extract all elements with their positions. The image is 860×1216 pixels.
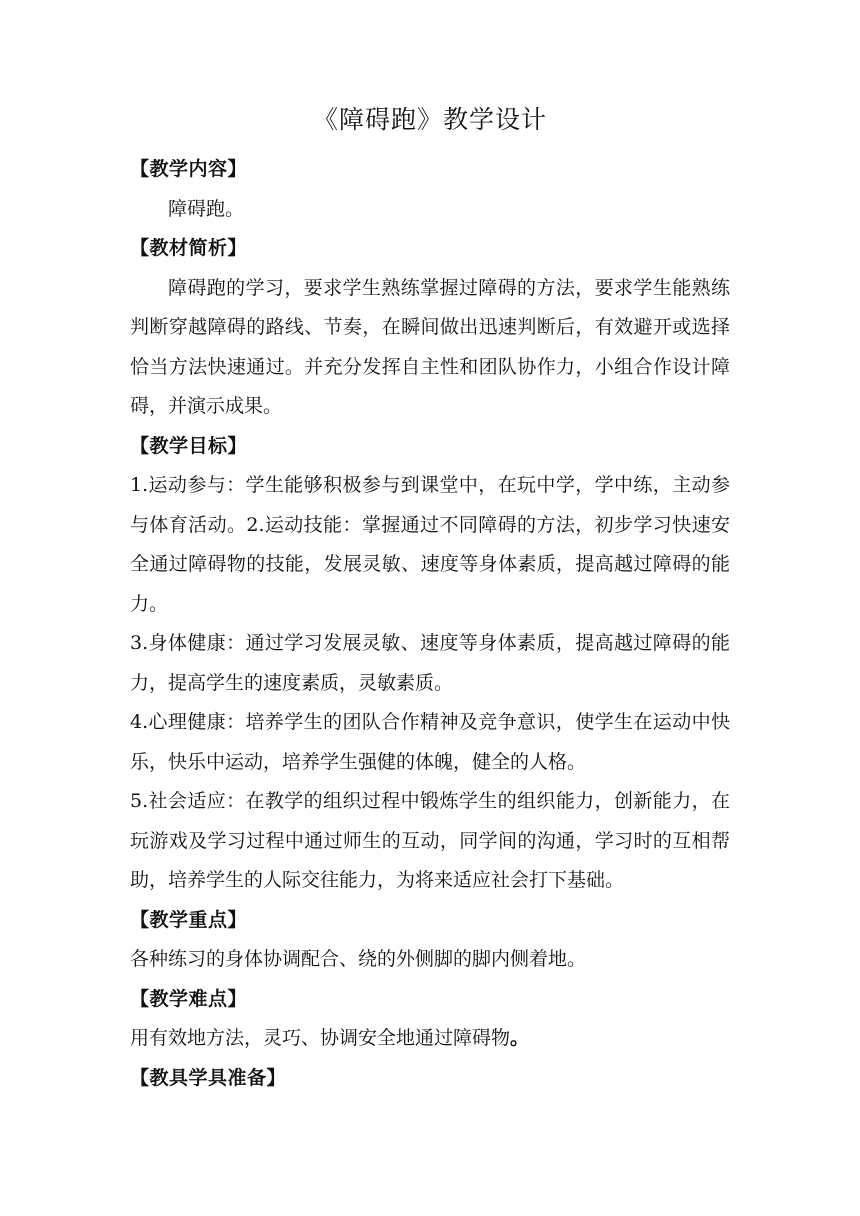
goal-item: 3.身体健康：通过学习发展灵敏、速度等身体素质，提高越过障碍的能力，提高学生的速度素质，灵敏素质。 [130, 632, 730, 694]
section-text-difficulties-wrapper [130, 1019, 730, 1059]
section-heading-equipment: 【教具学具准备】 [130, 1066, 287, 1089]
section-heading-analysis: 【教材简析】 [130, 237, 248, 259]
goal-item: 5.社会适应：在教学的组织过程中锻炼学生的组织能力，创新能力，在玩游戏及学习过程中通过师生的互动，同学间的沟通，学习时的互相帮助，培养学生的人际交往能力，为将来适应社会打下基础。 [130, 790, 730, 891]
document-title: 《障碍跑》教学设计 [312, 105, 547, 134]
section-heading-content: 【教学内容】 [130, 158, 248, 180]
section-text-analysis: 障碍跑的学习，要求学生熟练掌握过障碍的方法，要求学生能熟练判断穿越障碍的路线、节奏，在瞬间做出迅速判断后，有效避开或选择恰当方法快速通过。并充分发挥自主性和团队协作力，小组合作设计障碍，并演示成果。 [130, 276, 730, 417]
goal-item: 4.心理健康：培养学生的团队合作精神及竞争意识，使学生在运动中快乐，快乐中运动，培养学生强健的体魄，健全的人格。 [130, 711, 730, 773]
section-heading-key-points: 【教学重点】 [130, 908, 248, 931]
section-heading-difficulties: 【教学难点】 [130, 987, 248, 1010]
goal-item: 1.运动参与：学生能够积极参与到课堂中，在玩中学，学中练，主动参与体育活动。2.运动技能：掌握通过不同障碍的方法，初步学习快速安全通过障碍物的技能，发展灵敏、速度等身体素质，提高越过障碍的能力。 [130, 474, 730, 615]
section-text-difficulties: 用有效地方法，灵巧、协调安全地通过障碍物 [130, 1027, 511, 1049]
document-body [130, 150, 730, 1098]
section-text-key-points: 各种练习的身体协调配合、绕的外侧脚的脚内侧着地。 [130, 948, 587, 970]
difficulties-end-mark: 。 [510, 1027, 530, 1049]
section-text-content: 障碍跑。 [168, 197, 245, 220]
section-heading-goals: 【教学目标】 [130, 434, 248, 457]
